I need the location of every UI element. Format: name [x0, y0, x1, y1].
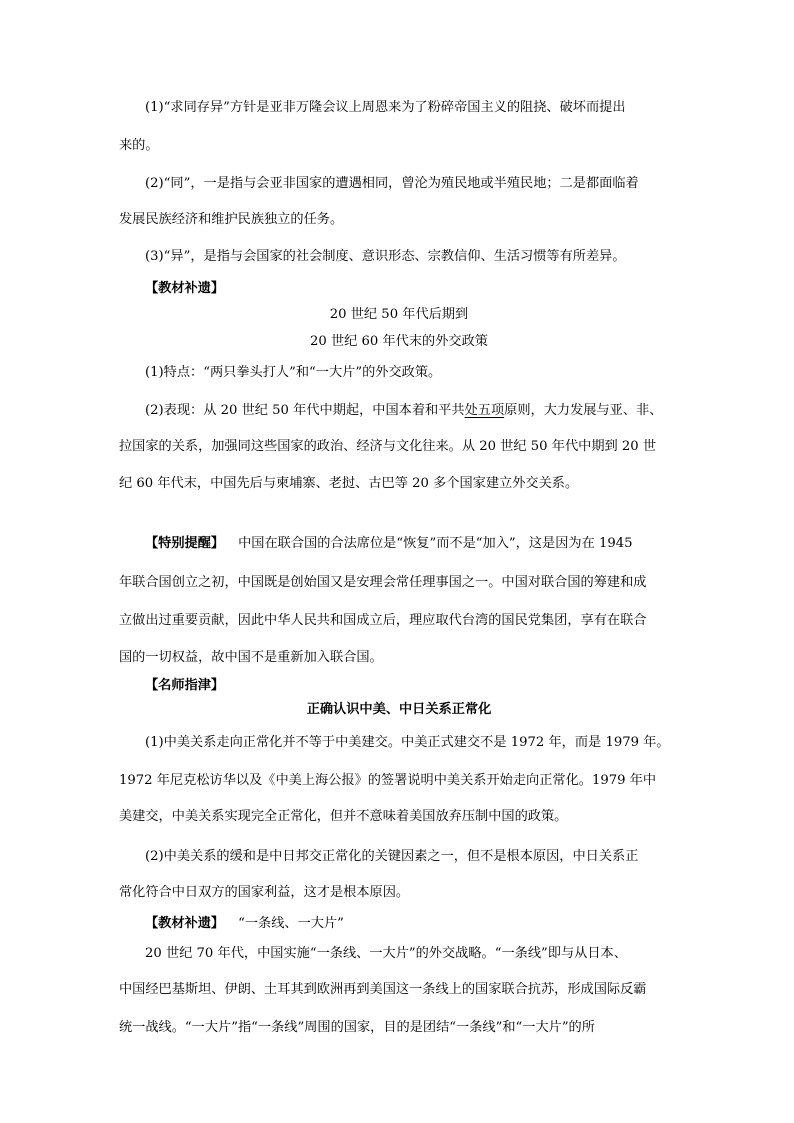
paragraph-line: (1)“求同存异”方针是亚非万隆会议上周恩来为了粉碎帝国主义的阻挠、破坏而提出	[145, 100, 626, 115]
paragraph-line: 统一战线。“一大片”指“一条线”周围的国家，目的是团结“一条线”和“一大片”的所	[119, 1020, 595, 1035]
paragraph-line: (3)“异”，是指与会国家的社会制度、意识形态、宗教信仰、生活习惯等有所差异。	[145, 249, 626, 264]
paragraph-line: 常化符合中日双方的国家利益，这才是根本原因。	[119, 885, 410, 900]
text-segment: (2)表现：从 20 世纪 50 年代中期起，中国本着和平共	[145, 403, 465, 418]
paragraph-line	[145, 401, 705, 421]
paragraph-line	[145, 914, 705, 934]
paragraph-line: 年联合国创立之初，中国既是创始国又是安理会常任理事国之一。中国对联合国的筹建和成	[119, 575, 647, 590]
underlined-text: 处五项	[464, 403, 505, 418]
paragraph-line: 20 世纪 70 年代，中国实施“一条线、一大片”的外交战略。“一条线”即与从日本、	[145, 946, 627, 961]
text-segment: 中国在联合国的合法席位是“恢复”而不是“加入”，这是因为在 1945	[238, 536, 633, 551]
section-label: 【教材补遗】	[145, 916, 225, 931]
paragraph-line: 纪 60 年代末，中国先后与柬埔寨、老挝、古巴等 20 多个国家建立外交关系。	[119, 476, 579, 491]
paragraph-line: 国的一切权益，故中国不是重新加入联合国。	[119, 650, 383, 665]
section-label: 【教材补遗】	[145, 281, 225, 296]
section-title: 20 世纪 60 年代末的外交政策	[309, 334, 488, 349]
paragraph-line: (2)“同”，一是指与会亚非国家的遭遇相同，曾沦为殖民地或半殖民地；二是都面临着	[145, 176, 639, 191]
paragraph-line: (1)中美关系走向正常化并不等于中美建交。中美正式建交不是 1972 年，而是 1979 年。	[145, 735, 670, 750]
paragraph-line	[145, 534, 705, 554]
section-title: 20 世纪 50 年代后期到	[329, 307, 469, 322]
paragraph-line: (2)中美关系的缓和是中日邦交正常化的关键因素之一，但不是根本原因，中日关系正	[145, 849, 639, 864]
paragraph-line: 中国经巴基斯坦、伊朗、土耳其到欧洲再到美国这一条线上的国家联合抗苏，形成国际反霸	[119, 982, 647, 997]
paragraph-line: 拉国家的关系，加强同这些国家的政治、经济与文化往来。从 20 世纪 50 年代中期到 20 世	[119, 439, 657, 454]
text-segment: 原则，大力发展与亚、非、	[504, 403, 663, 418]
section-title: “一条线、一大片”	[238, 916, 344, 931]
section-label: 【特别提醒】	[145, 536, 225, 551]
paragraph-line: 来的。	[119, 138, 159, 153]
paragraph-line: 美建交，中美关系实现完全正常化，但并不意味着美国放弃压制中国的政策。	[119, 809, 568, 824]
paragraph-line: (1)特点：“两只拳头打人”和“一大片”的外交政策。	[145, 365, 442, 380]
paragraph-line: 立做出过重要贡献，因此中华人民共和国成立后，理应取代台湾的国民党集团，享有在联合	[119, 613, 647, 628]
paragraph-line: 发展民族经济和维护民族独立的任务。	[119, 212, 344, 227]
paragraph-line: 1972 年尼克松访华以及《中美上海公报》的签署说明中美关系开始走向正常化。1979 年中	[119, 773, 657, 788]
section-label: 【名师指津】	[145, 678, 225, 693]
section-title: 正确认识中美、中日关系正常化	[306, 702, 492, 717]
